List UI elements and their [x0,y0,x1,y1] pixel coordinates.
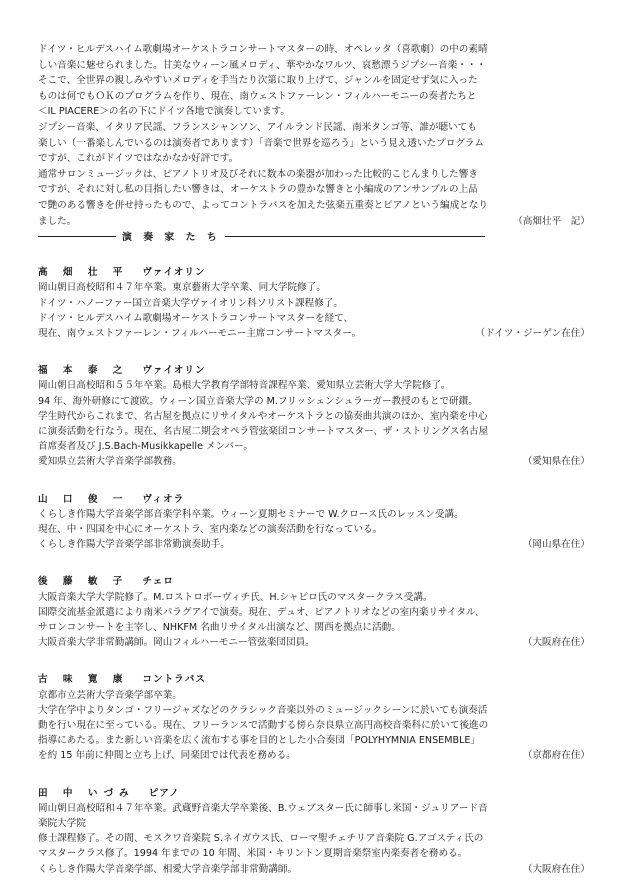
bio-closing-row [38,748,590,763]
bio-line: くらしき作陽大学音楽学部非常勤演奏助手。 [38,539,230,551]
performer-heading [38,786,590,801]
bio-line: 岡山朝日高校昭和５５年卒業。島根大学教育学部特音課程卒業、愛知県立芸術大学大学院修了。 [38,380,451,392]
performer-heading [38,363,590,378]
intro-line: ジプシー音楽、イタリア民謡、フランスシャンソン、アイルランド民謡、南米タンゴ等、誰が聴いても [38,121,477,133]
bio-line: ドイツ・ヒルデスハイム歌劇場オーケストラコンサートマスターを経て、 [38,312,354,324]
performer-entry [38,363,590,469]
bio-closing-row [38,454,590,469]
performer-entry [38,574,590,650]
intro-line: で艶のある響きを併せ持ったもので、よってコントラバスを加えた弦楽五重奏とピアノという編成となり [38,199,488,211]
bio-line: 岡山朝日高校昭和４７年卒業。東京藝術大学卒業、同大学院修了。 [38,282,326,294]
performer-entry [38,265,590,341]
performer-entry [38,672,590,763]
bio-line: 修士課程修了。その間、モスクワ音楽院 S.ネイガウス氏、ローマ聖チェチリア音楽院 G.アゴスティ氏の [38,833,484,845]
bio-line: ドイツ・ハノーファー国立音楽大学ヴァイオリン科ソリスト課程修了。 [38,297,343,309]
intro-line: しい音楽に魅せられました。甘美なウィーン風メロディ、華やかなワルツ、哀愁漂うジプシー音楽・・・ [38,59,487,71]
performer-name: 古 味 寛 康 [38,674,129,686]
section-heading [38,229,590,243]
performer-residence: （岡山県在住） [522,539,590,551]
performer-heading [38,574,590,589]
intro-last-line: ました。 [38,215,77,227]
intro-line: ＜IL PIACERE＞の名の下にドイツ各地で演奏しています。 [38,106,290,118]
intro-text [38,42,590,229]
intro-line: ドイツ・ヒルデスハイム歌劇場オーケストラコンサートマスターの時、オペレッタ（喜歌劇）の中の素晴 [38,44,488,55]
heading-rule-left [38,236,116,237]
bio-line: を約 15 年前に仲間と立ち上げ、同楽団では代表を務める。 [38,750,296,762]
performer-residence: （ドイツ・ジーゲン在住） [475,327,590,339]
bio-line: マスタークラス修了。1994 年までの 10 年間、米国・キリントン夏期音楽祭室内楽奏者を務める。 [38,848,468,860]
bio-closing-row [38,635,590,650]
bio-line: サロンコンサートを主宰し、NHKFM 名曲リサイタル出演など、関西を拠点に活動。 [38,621,401,633]
performer-name: 山 口 俊 一 [38,493,129,505]
heading-rule-right [225,236,485,237]
intro-line: そこで、全世界の親しみやすいメロディを手当たり次第に取り上げて、ジャンルを固定せず気に入った [38,75,478,87]
intro-line: ですが、これがドイツではなかなか好評です。 [38,153,239,165]
bio-line: 楽院大学院 [38,818,86,830]
performer-heading [38,265,590,280]
bio-line: 現在、中・四国を中心にオーケストラ、室内楽などの演奏活動を行なっている。 [38,523,383,535]
performer-residence: （愛知県在住） [522,456,590,468]
performer-residence: （大阪府在住） [522,637,590,649]
performer-heading [38,492,590,507]
performer-residence: （京都府在住） [522,750,590,762]
intro-line: ですが、それに対し私の目指したい響きは、オーケストラの豊かな響きと小編成のアンサンブルの上品 [38,184,478,196]
performer-instrument: ヴァイオリン [142,365,206,377]
performer-name: 高 畑 壮 平 [38,267,129,279]
bio-line: 京都市立芸術大学音楽学部卒業。 [38,689,182,701]
bio-closing-row [38,326,590,341]
performer-entry [38,492,590,553]
intro-line: ものは何でもＯＫのプログラムを作り、現在、南ウェストファーレン・フィルハーモニーの奏者たちと [38,90,477,102]
intro-closing-row [38,214,590,230]
bio-line: 愛知県立芸術大学音楽学部教務。 [38,456,182,468]
bio-line: 大学在学中よりタンゴ・フリージャズなどのクラシック音楽以外のミュージックシーンに於いても演奏活 [38,704,488,716]
performer-heading [38,672,590,687]
bio-line: 大阪音楽大学非常勤講師。岡山フィルハーモニー管弦楽団団員。 [38,637,315,649]
bio-line: くらしき作陽大学音楽学部音楽学科卒業。ウィーン夏期セミナーで W.クロース氏のレッスン受講。 [38,508,464,520]
bio-line: に演奏活動を行なう。現在、名古屋二期会オペラ管弦楽団コンサートマスター、ザ・ストリングス名古屋 [38,425,489,437]
performer-instrument: ヴァイオリン [142,267,206,279]
bio-closing-row [38,537,590,552]
bio-line: 首席奏者及び J.S.Bach-Musikkapelle メンバー。 [38,441,253,453]
performer-instrument: ヴィオラ [142,493,185,505]
bio-line: 大阪音楽大学大学院修了。M.ロストロポーヴィチ氏、H.シャピロ氏のマスタークラス受講。 [38,591,433,603]
bio-line: 現在、南ウェストファーレン・フィルハーモニー主席コンサートマスター。 [38,327,362,339]
bio-line: 岡山朝日高校昭和４７年卒業。武蔵野音楽大学卒業後、B.ウェブスター氏に師事し米国・ジュリアード音 [38,802,488,814]
program-notes-page [38,42,590,877]
section-title: 演 奏 家 た ち [122,232,221,244]
performer-residence: （大阪府在住） [522,863,590,875]
performer-name: 後 藤 敏 子 [38,576,129,588]
performer-name: 田 中 いづみ [38,787,135,799]
bio-line: くらしき作陽大学音楽学部、相愛大学音楽学部非常勤講師。 [38,863,298,875]
intro-line: 楽しい（一番楽しんでいるのは演奏者であります）「音楽で世界を巡ろう」という見え透いたプログラム [38,137,485,149]
bio-line: 94 年、海外研修にて渡欧。ウィーン国立音楽大学の M.フリッシェンシュラーガー教授のもとで研鑚。 [38,395,478,407]
performer-instrument: ピアノ [148,787,180,799]
performer-instrument: コントラバス [142,674,206,686]
scan-speck [232,860,234,862]
performer-name: 福 本 泰 之 [38,365,129,377]
performer-instrument: チェロ [142,576,174,588]
bio-line: 指導にあたる。また新しい音楽を広く流布する事を目的とした小合奏団「POLYHYMNIA ENSEMBLE」 [38,735,481,747]
bio-line: 国際交流基金派遣により南米パラグアイで演奏。現在、デュオ、ピアノトリオなどの室内楽リサイタル、 [38,606,485,618]
intro-line: 通常サロンミュージックは、ピアノトリオ及びそれに数本の楽器が加わった比較的こじんまりした響き [38,168,478,180]
bio-closing-row [38,862,590,877]
performer-entry [38,786,590,877]
intro-signature: （高畑壮平 記） [513,215,590,227]
bio-line: 動を行い現在に至っている。現在、フリーランスで活動する傍ら奈良県立高円高校音楽科に於いて後進の [38,720,489,731]
bio-line: 学生時代からこれまで、名古屋を拠点にリサイタルやオーケストラとの協奏曲共演のほか、室内楽を中心 [38,410,488,422]
